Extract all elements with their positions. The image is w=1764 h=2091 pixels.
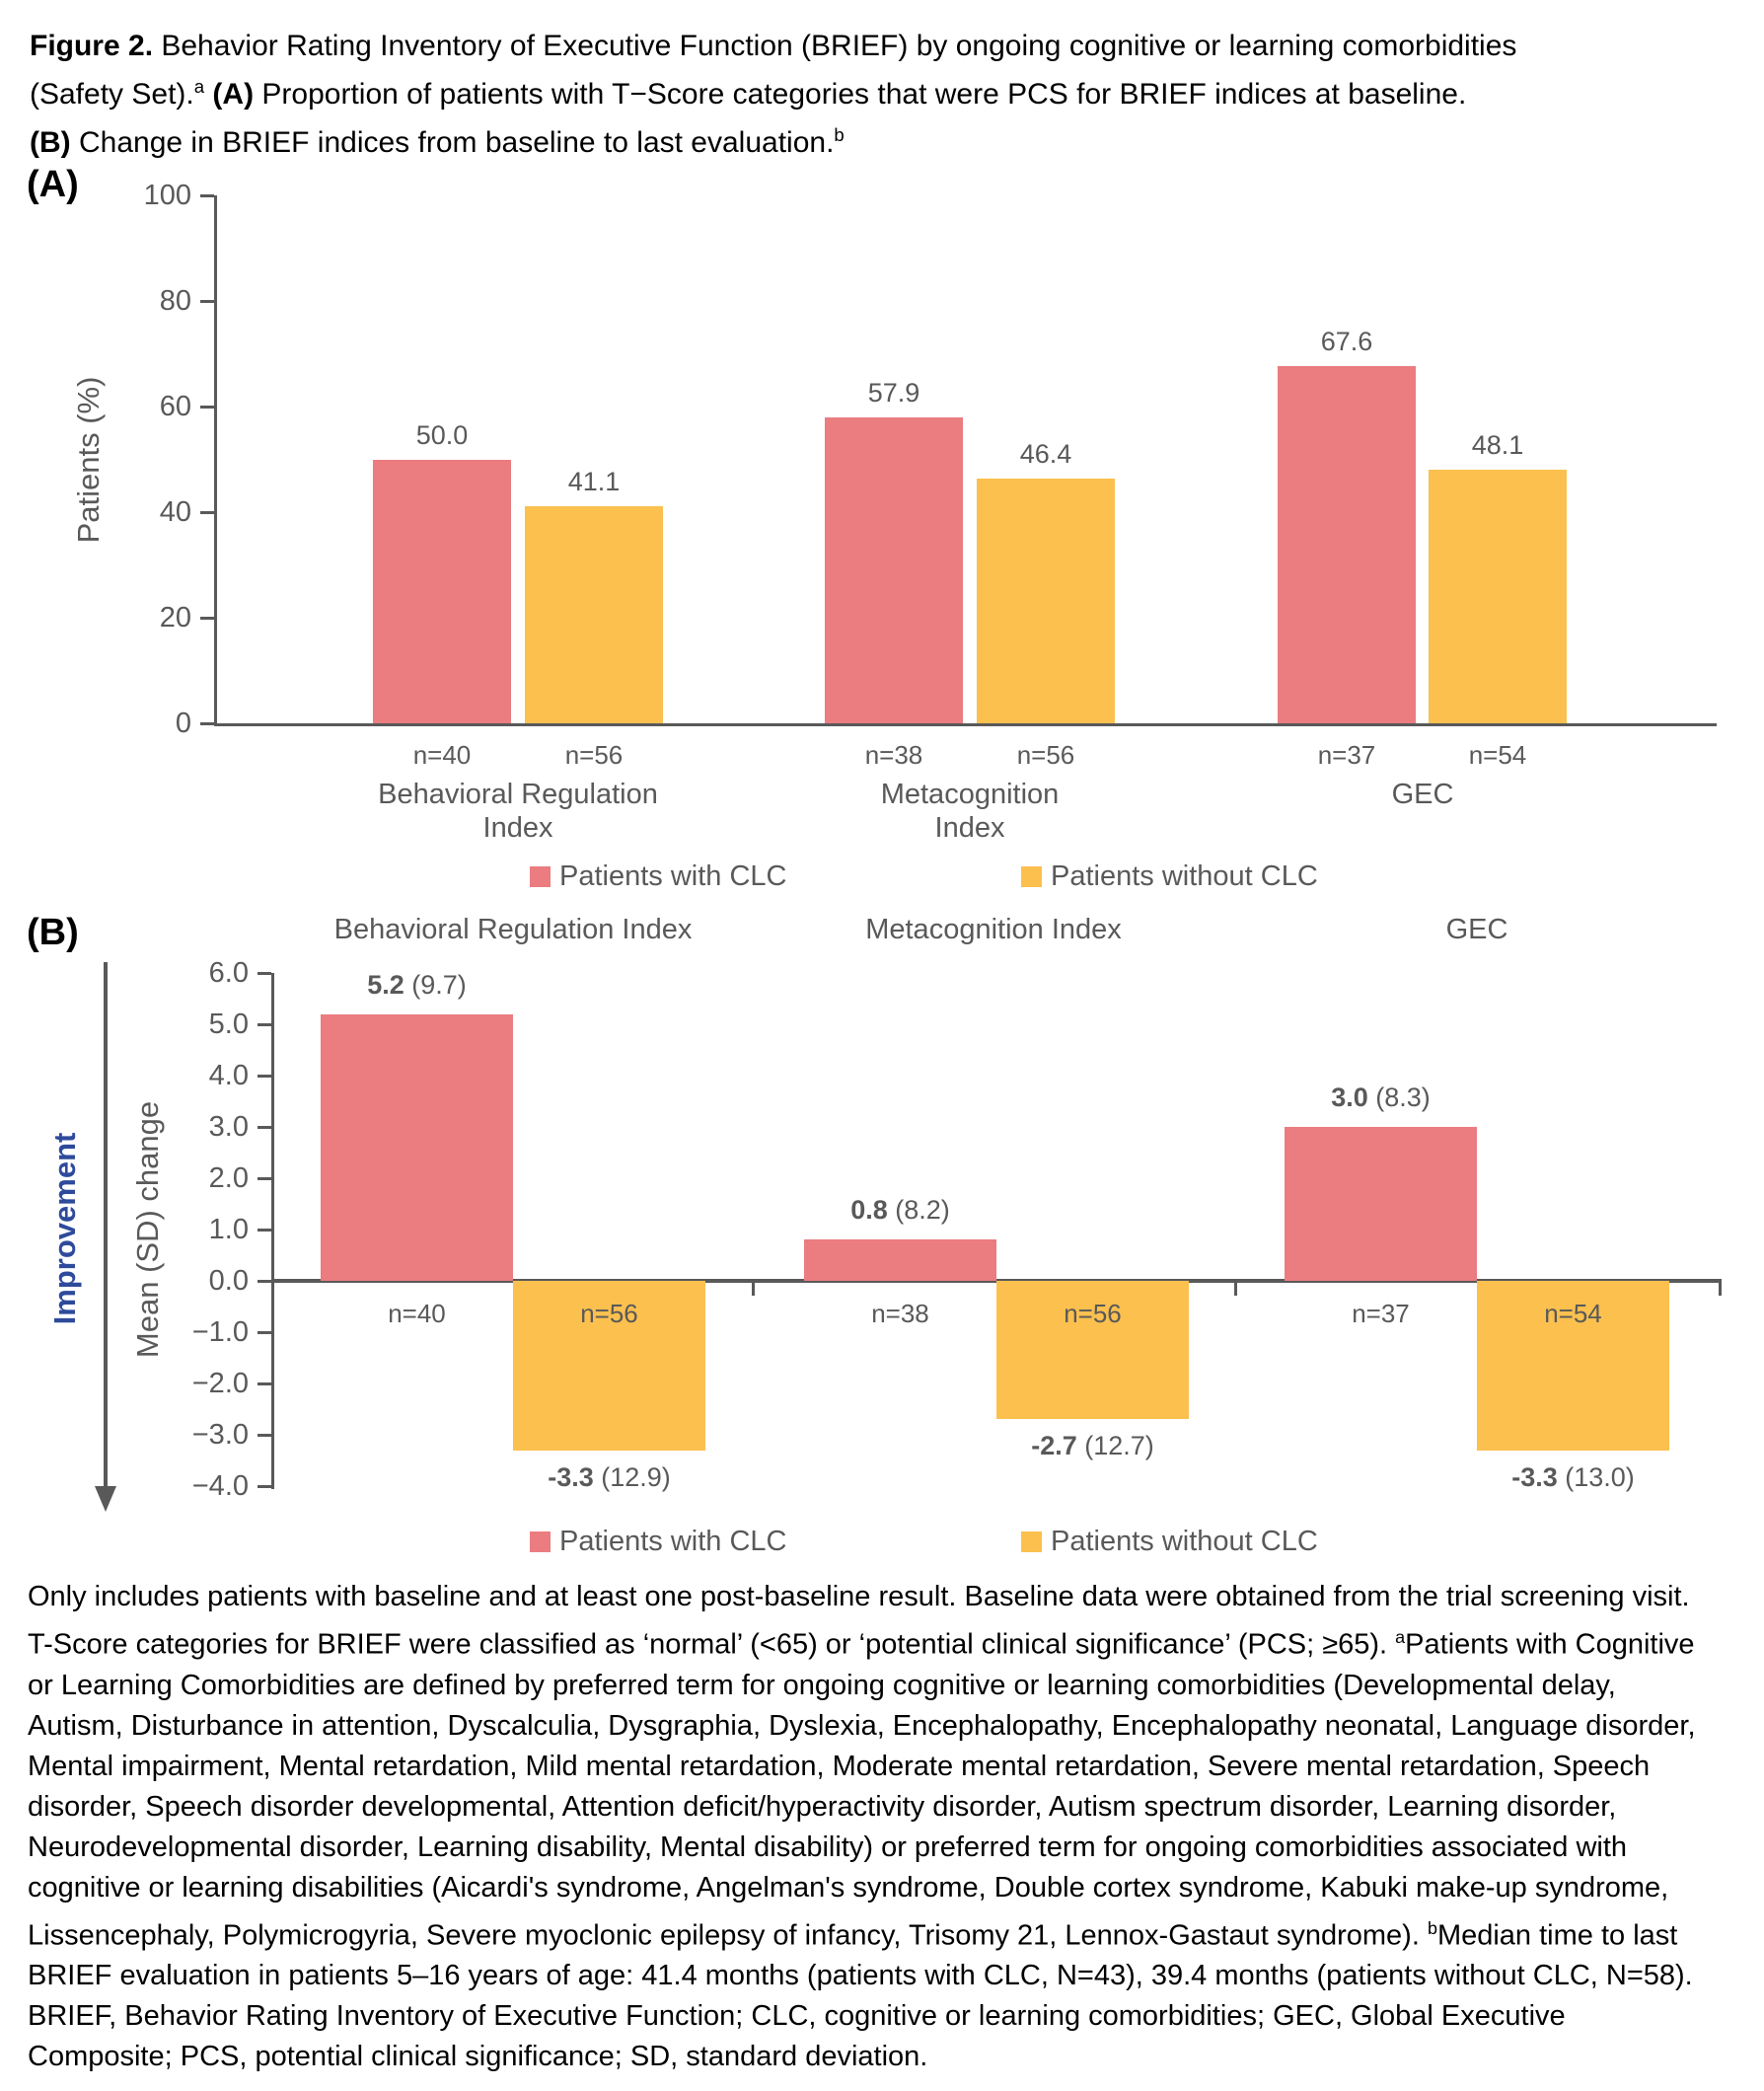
footnote-line-11: [28, 1996, 1696, 2037]
legend-swatch-without-clc: [1021, 866, 1042, 887]
bar: [321, 1014, 513, 1281]
bar-value-label: 57.9: [867, 378, 920, 409]
bar-value-label: [985, 1431, 1202, 1461]
bar-n-label: n=56: [1016, 740, 1075, 770]
caption-line-1-seg: Behavior Rating Inventory of Executive Function (BRIEF) by ongoing cognitive or learning comorbidities: [153, 30, 1517, 62]
y-tick-label: −2.0: [191, 1368, 249, 1399]
y-tick: [200, 300, 214, 303]
footnote-line-2: [28, 1617, 1696, 1666]
y-tick: [257, 1331, 271, 1334]
y-axis-title-a: Patients (%): [71, 376, 106, 544]
group-header: Behavioral Regulation Index: [333, 914, 693, 945]
bar: [1285, 1127, 1477, 1281]
bar-n-label: n=56: [564, 740, 624, 770]
category-label-line: Index: [482, 812, 553, 844]
footnote-line-2-sup: a: [1395, 1627, 1406, 1647]
bar-value-label: 67.6: [1320, 327, 1373, 357]
footnote-line-12: [28, 2037, 1696, 2077]
y-tick-label: −4.0: [191, 1470, 249, 1502]
bar-sd-value: (12.7): [1076, 1431, 1154, 1461]
caption-line-2-sup: a: [193, 76, 205, 97]
bar-mean-value: -3.3: [548, 1461, 594, 1492]
bar-n-label: n=37: [1317, 740, 1376, 770]
caption-line-1: [30, 26, 1516, 66]
x-group-tick: [752, 1283, 755, 1296]
caption-line-2: [30, 66, 1516, 114]
footnote-line-10-seg: BRIEF evaluation in patients 5–16 years of age: 41.4 months (patients with CLC, N=43), 39.4 months (patients without CLC, N=58).: [28, 1960, 1693, 1992]
footnote-line-4-seg: Autism, Disturbance in attention, Dyscalculia, Dysgraphia, Dyslexia, Encephalopathy, Encephalopathy neonatal, Language disorder,: [28, 1709, 1696, 1742]
caption-line-3-sup: b: [834, 124, 845, 145]
panel-b-label: (B): [27, 912, 79, 953]
footnote-line-6: [28, 1787, 1696, 1828]
bar-mean-value: 3.0: [1331, 1083, 1368, 1112]
footnote-line-9-seg: Median time to last: [1436, 1919, 1678, 1952]
bar-value-label: 41.1: [567, 467, 621, 497]
category-label: [340, 778, 696, 845]
bar-n-label: n=40: [412, 740, 472, 770]
y-tick: [200, 617, 214, 620]
caption-line-2-seg: (Safety Set).: [30, 78, 194, 111]
figure-footnotes: [28, 1577, 1696, 2077]
bar: [525, 506, 663, 723]
y-tick-label: 80: [159, 285, 191, 317]
bar-value-label: 50.0: [415, 419, 469, 450]
bar-mean-value: 0.8: [850, 1195, 888, 1226]
group-header: GEC: [1445, 914, 1508, 945]
footnote-line-8-seg: cognitive or learning disabilities (Aicardi's syndrome, Angelman's syndrome, Double cortex syndrome, Kabuki make-up syndrome,: [28, 1871, 1669, 1904]
legend-entry-a: [1021, 860, 1318, 893]
y-tick: [257, 1075, 271, 1078]
y-tick-label: 6.0: [208, 957, 249, 989]
bar-n-label: n=40: [388, 1299, 446, 1328]
bar-n-label: n=37: [1352, 1299, 1410, 1328]
y-tick: [257, 1177, 271, 1180]
y-tick: [257, 1229, 271, 1232]
footnote-line-7-seg: Neurodevelopmental disorder, Learning disability, Mental disability) or preferred term for ongoing comorbidities associated with: [28, 1830, 1628, 1863]
footnote-line-5-seg: Mental impairment, Mental retardation, Mild mental retardation, Moderate mental retardation, Severe mental retardation, Speech: [28, 1750, 1651, 1782]
y-tick: [200, 511, 214, 514]
y-axis-line: [271, 973, 274, 1489]
legend-swatch-without-clc: [1021, 1531, 1042, 1552]
improvement-label: Improvement: [47, 1132, 82, 1325]
bar: [825, 417, 963, 723]
y-tick-label: 20: [159, 602, 191, 634]
category-label-line: Index: [934, 812, 1005, 844]
y-tick-label: 60: [159, 391, 191, 422]
bar: [977, 479, 1115, 723]
bar-value-label: 48.1: [1471, 429, 1524, 460]
bar-value-label: [501, 1462, 718, 1493]
y-tick-label: −3.0: [191, 1419, 249, 1451]
bar-sd-value: (13.0): [1557, 1461, 1635, 1492]
x-axis-line: [214, 723, 1717, 726]
bar-n-label: n=56: [580, 1299, 638, 1328]
bar-sd-value: (9.7): [404, 969, 467, 1000]
legend-label: Patients without CLC: [1051, 1526, 1318, 1557]
bar-value-label: [309, 970, 526, 1001]
bar-n-label: n=38: [871, 1299, 929, 1328]
bar-mean-value: -3.3: [1511, 1461, 1558, 1492]
footnote-line-8: [28, 1868, 1696, 1908]
y-tick-label: 1.0: [208, 1214, 249, 1245]
y-tick-label: −1.0: [191, 1316, 249, 1348]
legend-label: Patients with CLC: [559, 860, 787, 892]
caption-line-3-seg: (B): [30, 126, 71, 159]
y-axis-title-b: Mean (SD) change: [130, 1100, 165, 1359]
panel-a-label: (A): [27, 164, 79, 205]
footnote-line-1: [28, 1577, 1696, 1617]
improvement-arrow: [104, 962, 108, 1486]
y-tick: [257, 1023, 271, 1026]
bar-value-label: 46.4: [1019, 438, 1072, 469]
footnote-line-2-seg: Patients with Cognitive: [1405, 1628, 1695, 1661]
category-label-line: GEC: [1391, 779, 1454, 810]
y-tick: [257, 1485, 271, 1488]
footnote-line-3-seg: or Learning Comorbidities are defined by preferred term for ongoing cognitive or learning comorbidities (Developmental delay,: [28, 1669, 1616, 1701]
legend-swatch-with-clc: [530, 1531, 551, 1552]
legend-swatch-with-clc: [530, 866, 551, 887]
footnote-line-9: [28, 1908, 1696, 1957]
caption-line-3: [30, 114, 1516, 163]
bar-n-label: n=54: [1544, 1299, 1602, 1328]
y-tick: [257, 1434, 271, 1437]
y-axis-line: [214, 195, 217, 726]
legend-entry-b: [530, 1526, 787, 1558]
category-label-line: Metacognition: [880, 779, 1060, 810]
category-label-line: Behavioral Regulation: [378, 779, 658, 810]
bar-sd-value: (8.2): [887, 1195, 950, 1226]
bar-n-label: n=38: [864, 740, 923, 770]
footnote-line-9-sup: b: [1427, 1917, 1437, 1938]
footnote-line-11-seg: BRIEF, Behavior Rating Inventory of Executive Function; CLC, cognitive or learning comorbidities; GEC, Global Executive: [28, 2000, 1566, 2033]
bar: [1429, 470, 1567, 723]
footnote-line-10: [28, 1956, 1696, 1996]
y-tick-label: 0.0: [208, 1265, 249, 1297]
group-header: Metacognition Index: [865, 914, 1122, 945]
y-tick: [257, 1280, 271, 1283]
caption-line-3-seg: Change in BRIEF indices from baseline to last evaluation.: [70, 126, 835, 159]
footnote-line-5: [28, 1747, 1696, 1787]
footnote-line-6-seg: disorder, Speech disorder developmental, Attention deficit/hyperactivity disorder, Autism spectrum disorder, Learning disorder,: [28, 1790, 1617, 1823]
bar-value-label: [792, 1195, 1009, 1226]
footnote-line-4: [28, 1706, 1696, 1747]
improvement-arrowhead: [95, 1486, 116, 1512]
caption-line-2-seg: (A): [212, 78, 255, 111]
y-tick-label: 3.0: [208, 1111, 249, 1143]
y-tick-label: 2.0: [208, 1162, 249, 1194]
y-tick: [257, 972, 271, 975]
bar-n-label: n=56: [1064, 1299, 1122, 1328]
legend-label: Patients with CLC: [559, 1526, 787, 1557]
y-tick: [200, 194, 214, 197]
figure-caption: [30, 26, 1516, 163]
bar-sd-value: (12.9): [593, 1461, 671, 1492]
bar-n-label: n=54: [1468, 740, 1527, 770]
bar: [373, 460, 511, 724]
footnote-line-3: [28, 1666, 1696, 1706]
bar-sd-value: (8.3): [1367, 1083, 1431, 1112]
y-tick: [200, 406, 214, 409]
bar-value-label: [1465, 1462, 1682, 1493]
legend-label: Patients without CLC: [1051, 860, 1318, 892]
y-tick: [257, 1382, 271, 1385]
x-group-tick: [1234, 1283, 1237, 1296]
footnote-line-9-seg: Lissencephaly, Polymicrogyria, Severe myoclonic epilepsy of infancy, Trisomy 21, Lennox-Gastaut syndrome).: [28, 1919, 1428, 1952]
footnote-line-2-seg: T-Score categories for BRIEF were classified as ‘normal’ (<65) or ‘potential clinical significance’ (PCS; ≥65).: [28, 1628, 1396, 1661]
y-tick: [257, 1126, 271, 1129]
x-group-tick: [1719, 1283, 1722, 1296]
footnote-line-7: [28, 1828, 1696, 1868]
y-tick: [200, 722, 214, 725]
y-tick-label: 40: [159, 496, 191, 528]
y-tick-label: 5.0: [208, 1008, 249, 1040]
category-label: [1245, 778, 1600, 811]
footnote-line-1-seg: Only includes patients with baseline and at least one post-baseline result. Baseline data were obtained from the trial screening visit.: [28, 1581, 1690, 1612]
legend-entry-a: [530, 860, 787, 893]
caption-line-1-seg: Figure 2.: [30, 30, 154, 62]
bar: [804, 1239, 996, 1281]
bar-value-label: [1273, 1083, 1490, 1113]
caption-line-2-seg: Proportion of patients with T−Score categories that were PCS for BRIEF indices at baseline.: [254, 78, 1467, 111]
bar-mean-value: 5.2: [367, 969, 404, 1000]
footnote-line-12-seg: Composite; PCS, potential clinical significance; SD, standard deviation.: [28, 2041, 928, 2073]
y-tick-label: 100: [143, 180, 191, 211]
category-label: [792, 778, 1147, 845]
bar-mean-value: -2.7: [1031, 1431, 1077, 1461]
bar: [1278, 366, 1416, 723]
y-tick-label: 4.0: [208, 1060, 249, 1091]
y-tick-label: 0: [175, 708, 191, 739]
legend-entry-b: [1021, 1526, 1318, 1558]
